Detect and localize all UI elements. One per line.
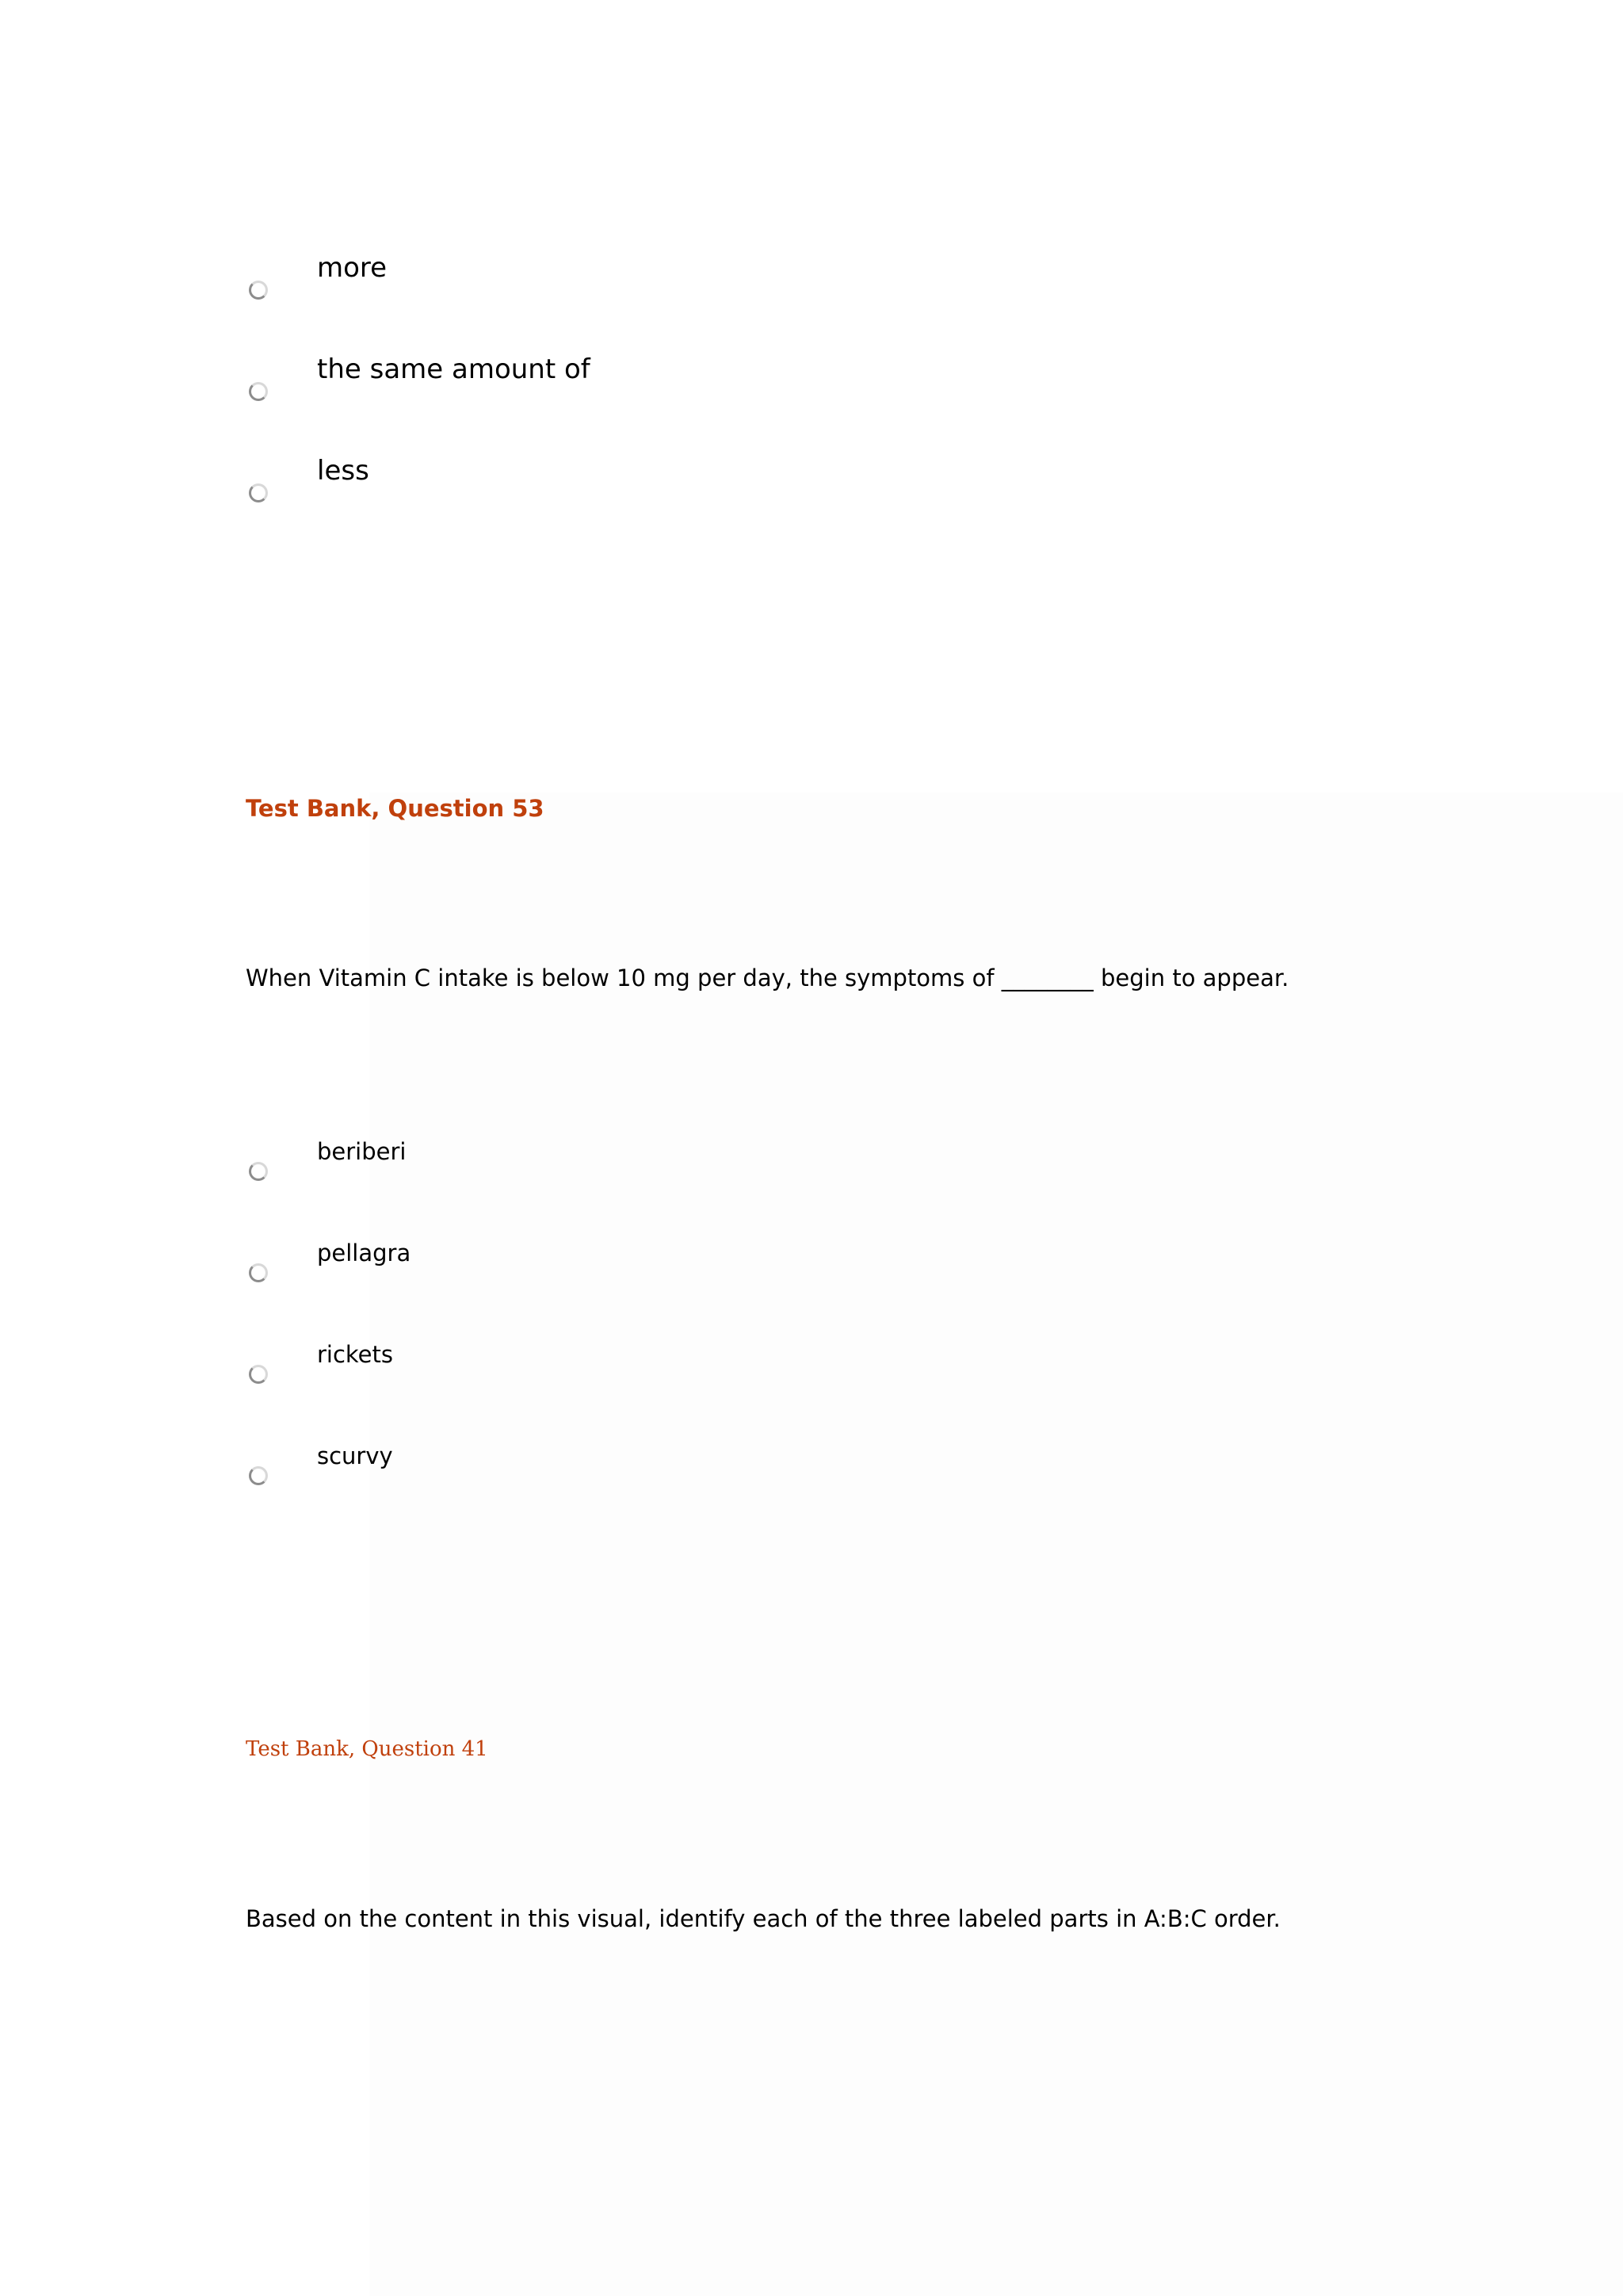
option-label: more xyxy=(317,252,388,284)
option-label: scurvy xyxy=(317,1442,393,1469)
radio-button[interactable] xyxy=(249,483,268,502)
page-background-shade xyxy=(369,793,1623,2296)
option-label: rickets xyxy=(317,1341,394,1368)
question-41-heading: Test Bank, Question 41 xyxy=(246,1737,488,1761)
radio-button[interactable] xyxy=(249,1466,268,1485)
radio-button[interactable] xyxy=(249,1263,268,1282)
option-label: less xyxy=(317,455,369,487)
question-53-prompt: When Vitamin C intake is below 10 mg per day, the symptoms of ________ begin to appear. xyxy=(246,965,1289,991)
question-53-heading: Test Bank, Question 53 xyxy=(246,795,544,822)
option-label: beriberi xyxy=(317,1138,407,1165)
option-label: the same amount of xyxy=(317,353,590,385)
radio-button[interactable] xyxy=(249,1162,268,1181)
question-41-prompt: Based on the content in this visual, identify each of the three labeled parts in A:B:C order. xyxy=(246,1905,1281,1932)
radio-button[interactable] xyxy=(249,1365,268,1384)
option-label: pellagra xyxy=(317,1240,411,1266)
radio-button[interactable] xyxy=(249,281,268,300)
radio-button[interactable] xyxy=(249,382,268,401)
